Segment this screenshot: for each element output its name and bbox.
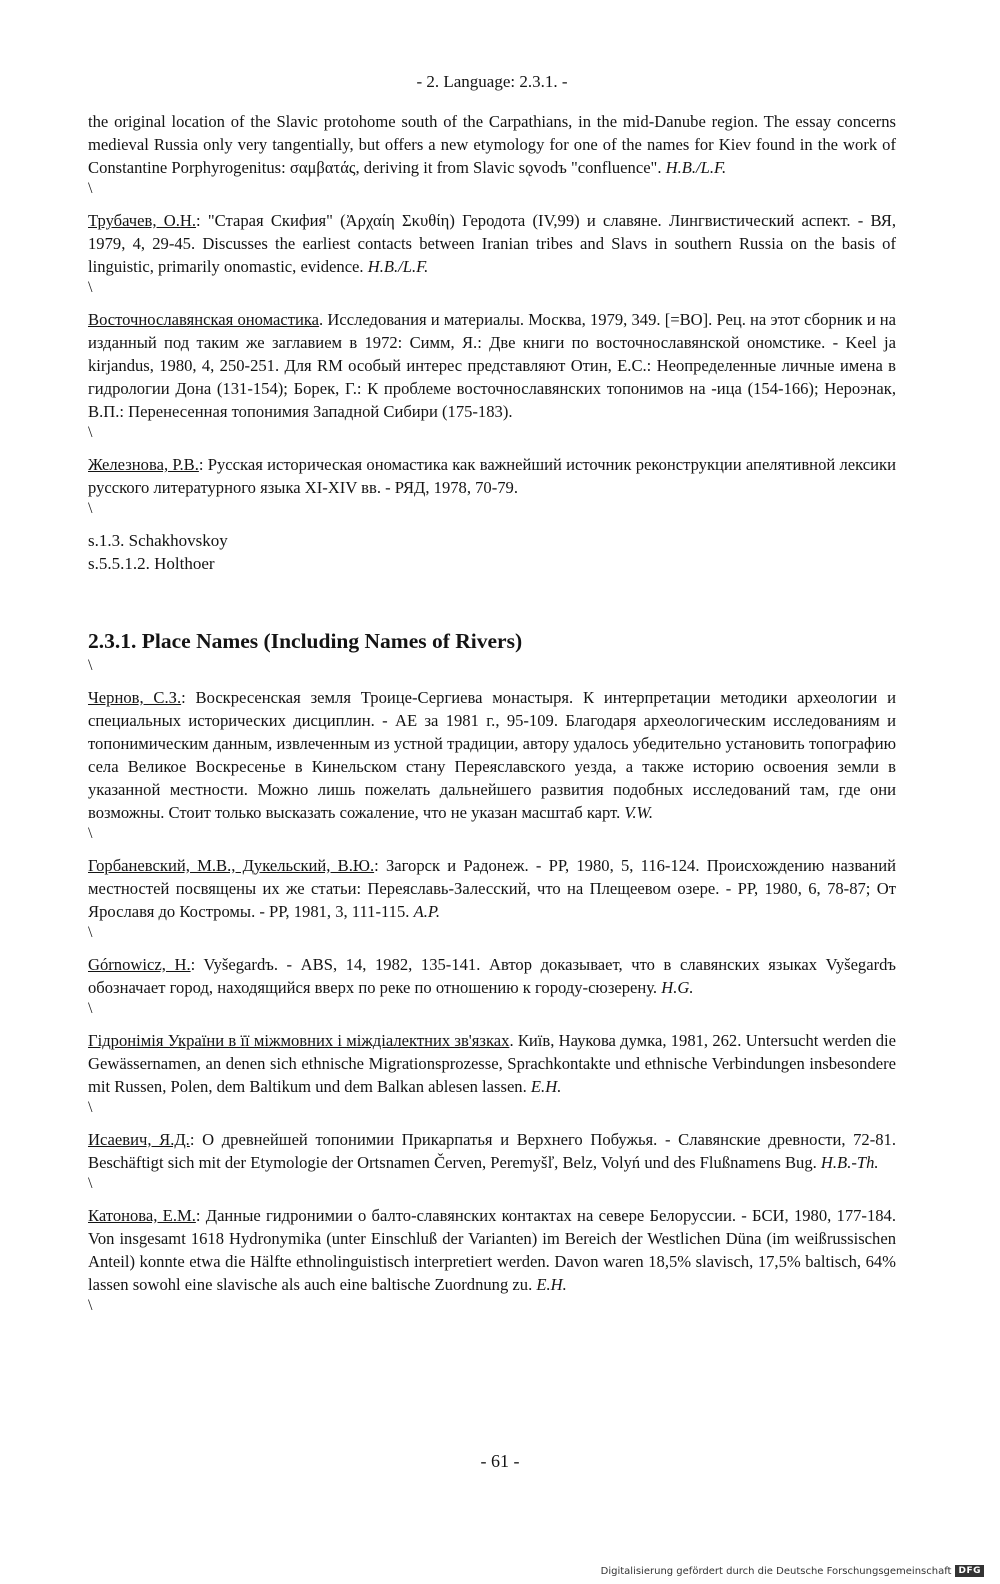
dfg-logo: DFG: [955, 1565, 984, 1577]
entry-text: : Русская историческая ономастика как важнейший источник реконструкции апелятивной лексики русского литературного языка XI-XIV вв. - РЯД, 1978, 70-79.: [88, 455, 896, 497]
entry-text: . Исследования и материалы. Москва, 1979, 349. [=ВО]. Рец. на этот сборник и на изданный под таким же заглавием в 1972: Симм, Я.: Две книги по восточнославянской ономстике. - Keel ja kirjandus, 1980, 4, 250-251. Для RM особый интерес представляют Отин, Е.С.: Неопределенные личные имена в гидрологии Дона (131-154); Борек, Г.: К проблеме восточнославянских топонимов на -ица (154-166); Нероэнак, В.П.: Перенесенная топонимия Западной Сибири (175-183).: [88, 310, 896, 421]
entry: [88, 308, 896, 423]
entry-initials: H.B.-Th.: [820, 1153, 879, 1172]
entry-author: Исаевич, Я.Д.: [88, 1130, 190, 1149]
entry-author: Горбаневский, М.В., Дукельский, В.Ю.: [88, 856, 375, 875]
entry-author: Катонова, Е.М.: [88, 1206, 196, 1225]
entry: [88, 110, 896, 179]
entry-initials: H.B./L.F.: [665, 158, 727, 177]
funding-text: Digitalisierung gefördert durch die Deutsche Forschungsgemeinschaft: [600, 1565, 952, 1577]
entry-text: the original location of the Slavic protohome south of the Carpathians, in the mid-Danube region. The essay concerns medieval Russia only very tangentially, but offers a new etymology for one of the names for Kiev found in the work of Constantine Porphyrogenitus: σαμβατάς, deriving it from Slavic sǫvodъ "confluence".: [88, 112, 896, 177]
separator: \: [88, 1297, 93, 1314]
separator: \: [88, 657, 93, 674]
cross-reference: s.5.5.1.2. Holthoer: [88, 554, 215, 573]
page-body: [88, 72, 896, 1326]
entry-initials: H.G.: [661, 978, 694, 997]
running-head: - 2. Language: 2.3.1. -: [416, 72, 568, 91]
entry-author: Górnowicz, H.: [88, 955, 191, 974]
cross-reference: s.1.3. Schakhovskoy: [88, 531, 228, 550]
entry-author: Трубачев, О.Н.: [88, 211, 197, 230]
entry: [88, 953, 896, 999]
separator: \: [88, 1175, 93, 1192]
entry-initials: A.P.: [413, 902, 440, 921]
entry-text: : Загорск и Радонеж. - РР, 1980, 5, 116-124. Происхождению названий местностей посвящены их же статьи: Переяславь-Залесский, что на Плещеевом озере. - РР, 1980, 6, 78-87; От Ярославя до Костромы. - РР, 1981, 3, 111-115.: [88, 856, 896, 921]
entry-text: : Данные гидронимии о балто-славянских контактах на севере Белоруссии. - БСИ, 1980, 177-184. Von insgesamt 1618 Hydronymika (unter Einschluß der Varianten) im Bereich der Westlichen Düna (im weißrussischen Anteil) konnte etwa die Hälfte ethnolinguistisch interpretiert werden. Davon waren 18,5% slavisch, 17,5% baltisch, 64% lassen sowohl eine slavische als auch eine baltische Zuordnung zu.: [88, 1206, 896, 1294]
entry: [88, 453, 896, 499]
separator: \: [88, 424, 93, 441]
separator: \: [88, 180, 93, 197]
page-number: - 61 -: [480, 1451, 520, 1471]
separator: \: [88, 279, 93, 296]
entry-initials: E.H.: [536, 1275, 567, 1294]
entry: [88, 854, 896, 923]
funding-note: [601, 1565, 984, 1577]
entry-author: Гідронімія України в її міжмовних і міждіалектних зв'язках: [88, 1031, 510, 1050]
entry: [88, 1128, 896, 1174]
entry-text: : "Старая Скифия" (Ἀρχαίη Σκυθίη) Геродота (IV,99) и славяне. Лингвистический аспект. - ВЯ, 1979, 4, 29-45. Discusses the earliest contacts between Iranian tribes and Slavs in southern Russia on the basis of linguistic, primarily onomastic, evidence.: [88, 211, 896, 276]
entry-initials: H.B./L.F.: [367, 257, 429, 276]
section-heading: 2.3.1. Place Names (Including Names of Rivers): [88, 629, 523, 653]
entry-initials: V.W.: [624, 803, 653, 822]
entry-text: : Vyšegardъ. - ABS, 14, 1982, 135-141. Автор доказывает, что в славянских языках Vyšegardъ обозначает город, находящийся вверх по реке по отношению к городу-сюзерену.: [88, 955, 896, 997]
separator: \: [88, 825, 93, 842]
entry-text: : Воскресенская земля Троице-Сергиева монастыря. К интерпретации методики археологии и специальных исторических дисциплин. - АЕ за 1981 г., 95-109. Благодаря археологическим исследованиям и топонимическим данным, извлеченным из устной традиции, автору удалось убедительно установить топографию села Великое Воскресенье в Кинельском стану Переяславского уезда, а также историю освоения земли в указанной местности. Можно лишь пожелать дальнейшего развития подобных исследований там, где они возможны. Стоит только высказать сожаление, что не указан масштаб карт.: [88, 688, 897, 822]
entry: [88, 686, 896, 824]
separator: \: [88, 924, 93, 941]
entry-text: . Київ, Наукова думка, 1981, 262. Untersucht werden die Gewässernamen, an denen sich ethnische Migrationsprozesse, Sprachkontakte und ethnische Verbindungen insbesondere mit Russen, Polen, dem Baltikum und dem Balkan ablesen lassen.: [88, 1031, 896, 1096]
separator: \: [88, 500, 93, 517]
entry-author: Железнова, Р.В.: [88, 455, 199, 474]
separator: \: [88, 1000, 93, 1017]
separator: \: [88, 1099, 93, 1116]
entry-author: Чернов, С.З.: [88, 688, 182, 707]
entry: [88, 1204, 896, 1296]
entry: [88, 1029, 896, 1098]
entry-author: Восточнославянская ономастика: [88, 310, 320, 329]
entry: [88, 209, 896, 278]
entry-text: : О древнейшей топонимии Прикарпатья и Верхнего Побужья. - Славянские древности, 72-81. Beschäftigt sich mit der Etymologie der Ortsnamen Červen, Peremyšľ, Belz, Volyń und des Flußnamens Bug.: [88, 1130, 896, 1172]
entry-initials: E.H.: [530, 1077, 562, 1096]
